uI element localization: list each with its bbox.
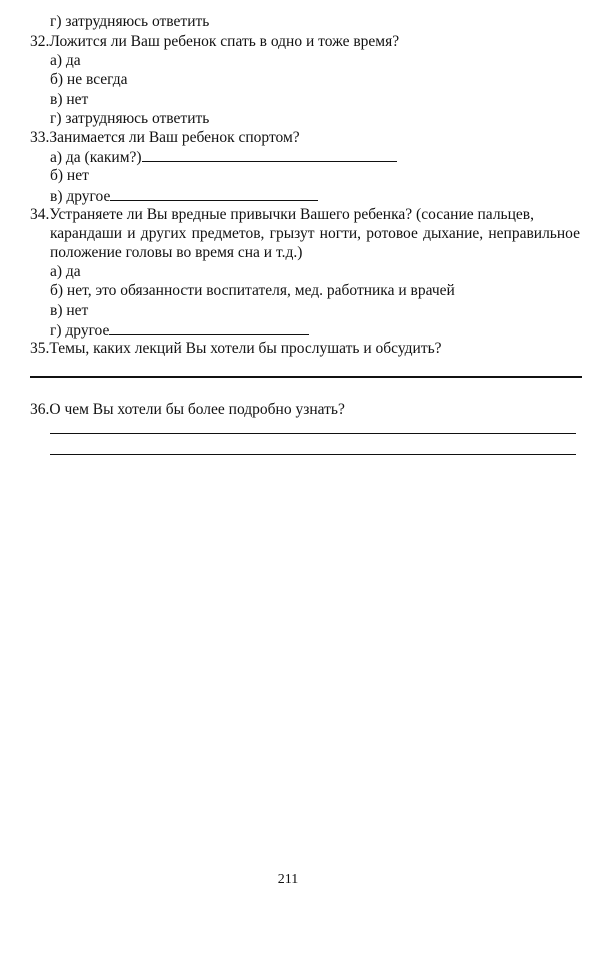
q33-option-a-label: а) да (каким?) (50, 149, 142, 166)
page-number: 211 (277, 872, 299, 887)
q33-option-b: б) нет (50, 167, 89, 184)
q31-option-d: г) затрудняюсь ответить (50, 13, 210, 30)
question-34-first-line: 34.Устраняете ли Вы вредные привычки Вашего ребенка? (сосание пальцев, (30, 206, 534, 223)
answer-blank-line[interactable] (142, 147, 397, 162)
answer-line-2[interactable] (50, 454, 576, 455)
q34-option-b: б) нет, это обязанности воспитателя, мед. работника и врачей (50, 282, 455, 299)
q32-option-a: а) да (50, 52, 81, 69)
q34-option-a: а) да (50, 263, 81, 280)
q32-option-b: б) не всегда (50, 71, 128, 88)
q34-option-d-label: г) другое (50, 322, 110, 339)
q34-option-c: в) нет (50, 302, 89, 319)
q32-option-d: г) затрудняюсь ответить (50, 110, 210, 127)
q33-option-a (50, 147, 397, 167)
answer-line-1[interactable] (50, 433, 576, 434)
q32-option-c: в) нет (50, 91, 89, 108)
question-33: 33.Занимается ли Ваш ребенок спортом? (30, 129, 300, 146)
answer-blank-line[interactable] (110, 186, 318, 201)
question-36: 36.О чем Вы хотели бы более подробно узнать? (30, 401, 345, 418)
q34-option-d (50, 320, 309, 340)
q33-option-c (50, 186, 318, 206)
question-35: 35.Темы, каких лекций Вы хотели бы прослушать и обсудить? (30, 340, 442, 357)
question-32: 32.Ложится ли Ваш ребенок спать в одно и тоже время? (30, 33, 400, 50)
answer-blank-line[interactable] (109, 320, 309, 335)
q33-option-c-label: в) другое (50, 188, 111, 205)
answer-line-thick[interactable] (30, 376, 582, 378)
question-34-continuation: карандаши и других предметов, грызут ногти, ротовое дыхание, неправильное положение головы во время сна и т.д.) (50, 225, 580, 261)
